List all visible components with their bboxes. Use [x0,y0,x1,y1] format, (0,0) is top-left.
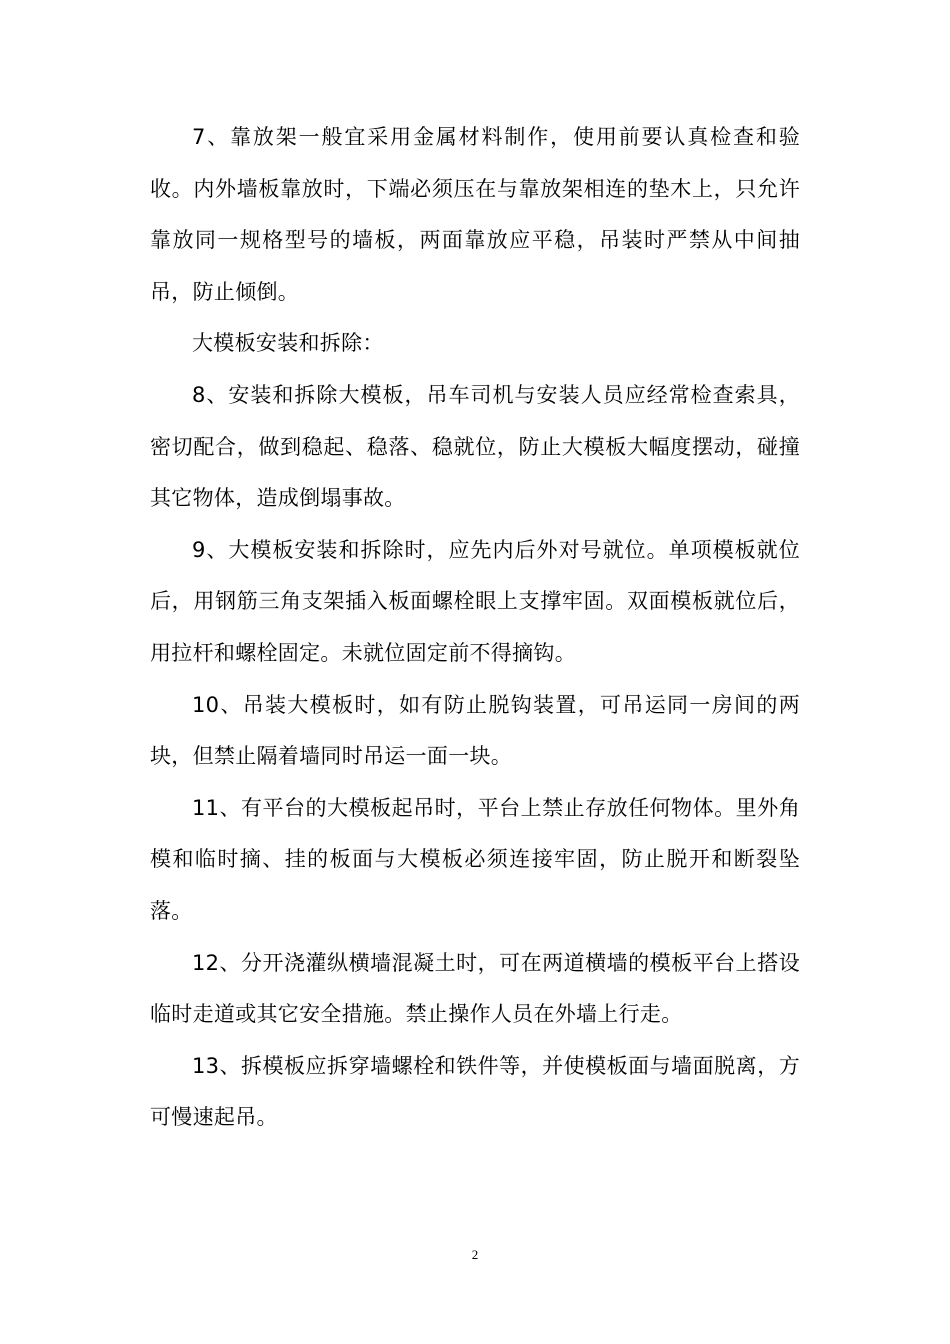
page-number: 2 [471,1247,479,1262]
paragraph-item-10: 10、吊装大模板时，如有防止脱钩装置，可吊运同一房间的两块，但禁止隔着墙同时吊运一面一块。 [150,692,800,769]
paragraph-item-12: 12、分开浇灌纵横墙混凝土时，可在两道横墙的模板平台上搭设临时走道或其它安全措施。禁止操作人员在外墙上行走。 [150,950,800,1027]
paragraph-item-9: 9、大模板安装和拆除时，应先内后外对号就位。单项模板就位后，用钢筋三角支架插入板面螺栓眼上支撑牢固。双面模板就位后，用拉杆和螺栓固定。未就位固定前不得摘钩。 [150,537,800,665]
document-body [150,112,800,1144]
paragraph-item-8: 8、安装和拆除大模板，吊车司机与安装人员应经常检查索具，密切配合，做到稳起、稳落、稳就位，防止大模板大幅度摆动，碰撞其它物体，造成倒塌事故。 [150,382,800,511]
section-heading-formwork: 大模板安装和拆除： [192,331,384,356]
paragraph-item-13: 13、拆模板应拆穿墙螺栓和铁件等，并使模板面与墙面脱离，方可慢速起吊。 [150,1053,800,1130]
paragraph-item-7: 7、靠放架一般宜采用金属材料制作，使用前要认真检查和验收。内外墙板靠放时，下端必须压在与靠放架相连的垫木上，只允许靠放同一规格型号的墙板，两面靠放应平稳，吊装时严禁从中间抽吊，防止倾倒。 [150,125,800,304]
paragraph-item-11: 11、有平台的大模板起吊时，平台上禁止存放任何物体。里外角模和临时摘、挂的板面与大模板必须连接牢固，防止脱开和断裂坠落。 [150,795,800,923]
